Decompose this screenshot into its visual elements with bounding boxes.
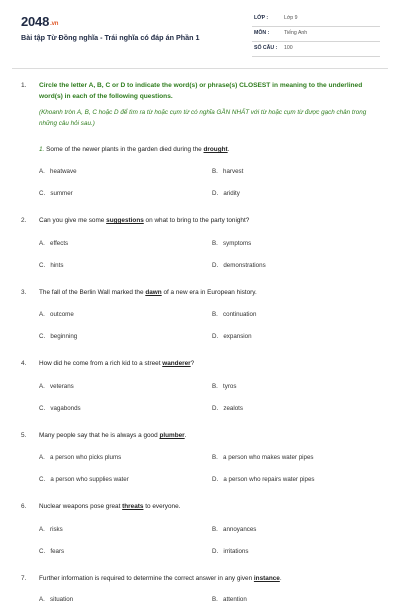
underlined-word: wanderer: [162, 360, 191, 367]
meta-count-value: 100: [284, 45, 293, 51]
option-b[interactable]: B. a person who makes water pipes: [212, 454, 314, 461]
option-c[interactable]: C. hints: [39, 262, 64, 269]
option-b[interactable]: B. harvest: [212, 168, 244, 175]
option-a[interactable]: A. veterans: [39, 383, 74, 390]
option-d[interactable]: D. aridity: [212, 190, 240, 197]
logo-tld: .vn: [50, 21, 59, 27]
option-a[interactable]: A. a person who picks plums: [39, 454, 122, 461]
option-c[interactable]: C. summer: [39, 190, 73, 197]
question-6: Nuclear weapons pose great threats to everyone.: [39, 503, 181, 510]
option-b[interactable]: B. annoyances: [212, 526, 257, 533]
option-d[interactable]: D. irritations: [212, 548, 249, 555]
underlined-word: plumber: [159, 432, 185, 439]
document-title: Bài tập Từ Đồng nghĩa - Trái nghĩa có đáp án Phần 1: [21, 33, 200, 42]
option-c[interactable]: C. beginning: [39, 333, 78, 340]
question-number: 3.: [21, 289, 27, 296]
option-a[interactable]: A. heatwave: [39, 168, 77, 175]
question-number: 2.: [21, 217, 27, 224]
underlined-word: drought: [203, 146, 228, 153]
question-text-end: .: [227, 146, 230, 153]
meta-subject-label: MÔN :: [254, 30, 270, 36]
option-a[interactable]: A. risks: [39, 526, 63, 533]
question-number: 7.: [21, 575, 27, 582]
question-text: Some of the newer plants in the garden died during the: [46, 146, 204, 153]
underlined-word: instance: [253, 575, 280, 582]
option-c[interactable]: C. a person who supplies water: [39, 476, 129, 483]
question-3: The fall of the Berlin Wall marked the dawn of a new era in European history.: [39, 289, 257, 296]
underlined-word: suggestions: [106, 217, 144, 224]
option-a[interactable]: A. outcome: [39, 311, 74, 318]
option-d[interactable]: D. zealots: [212, 405, 243, 412]
question-7: Further information is required to determine the correct answer in any given instance.: [39, 575, 282, 582]
question-4: How did he come from a rich kid to a street wanderer?: [39, 360, 195, 367]
question-1: [39, 146, 229, 153]
question-number: 6.: [21, 503, 27, 510]
meta-class-label: LỚP :: [254, 15, 269, 21]
site-logo[interactable]: [21, 14, 58, 29]
worksheet-header: [0, 0, 400, 64]
option-d[interactable]: D. a person who repairs water pipes: [212, 476, 315, 483]
option-a[interactable]: A. effects: [39, 240, 69, 247]
option-d[interactable]: D. demonstrations: [212, 262, 266, 269]
question-number: 1.: [39, 146, 45, 153]
meta-count-label: SỐ CÂU :: [254, 45, 278, 51]
meta-subject-row: [252, 27, 380, 42]
option-b[interactable]: B. symptoms: [212, 240, 252, 247]
meta-class-row: [252, 12, 380, 27]
option-c[interactable]: C. vagabonds: [39, 405, 81, 412]
section-number: 1.: [21, 82, 27, 89]
underlined-word: threats: [122, 503, 144, 510]
underlined-word: dawn: [145, 289, 162, 296]
option-b[interactable]: B. attention: [212, 596, 247, 603]
section-instruction-vi: (Khoanh tròn A, B, C hoặc D để tìm ra từ hoặc cụm từ có nghĩa GẦN NHẤT với từ hoặc cụm từ được gạch chân trong những câu hỏi sau.): [39, 109, 367, 127]
section-instruction-en: Circle the letter A, B, C or D to indicate the word(s) or phrase(s) CLOSEST in meaning to the underlined word(s) in each of the following questions.: [39, 82, 363, 100]
question-number: 5.: [21, 432, 27, 439]
option-b[interactable]: B. tyros: [212, 383, 237, 390]
option-a[interactable]: A. situation: [39, 596, 74, 603]
meta-count-row: [252, 42, 380, 57]
question-2: Can you give me some suggestions on what to bring to the party tonight?: [39, 217, 250, 224]
option-d[interactable]: D. expansion: [212, 333, 252, 340]
header-divider: [12, 68, 388, 69]
meta-subject-value: Tiếng Anh: [284, 30, 308, 36]
meta-class-value: Lớp 9: [284, 15, 298, 21]
option-c[interactable]: C. fears: [39, 548, 65, 555]
question-5: Many people say that he is always a good plumber.: [39, 432, 187, 439]
option-b[interactable]: B. continuation: [212, 311, 257, 318]
logo-text: 2048: [21, 14, 50, 29]
question-number: 4.: [21, 360, 27, 367]
